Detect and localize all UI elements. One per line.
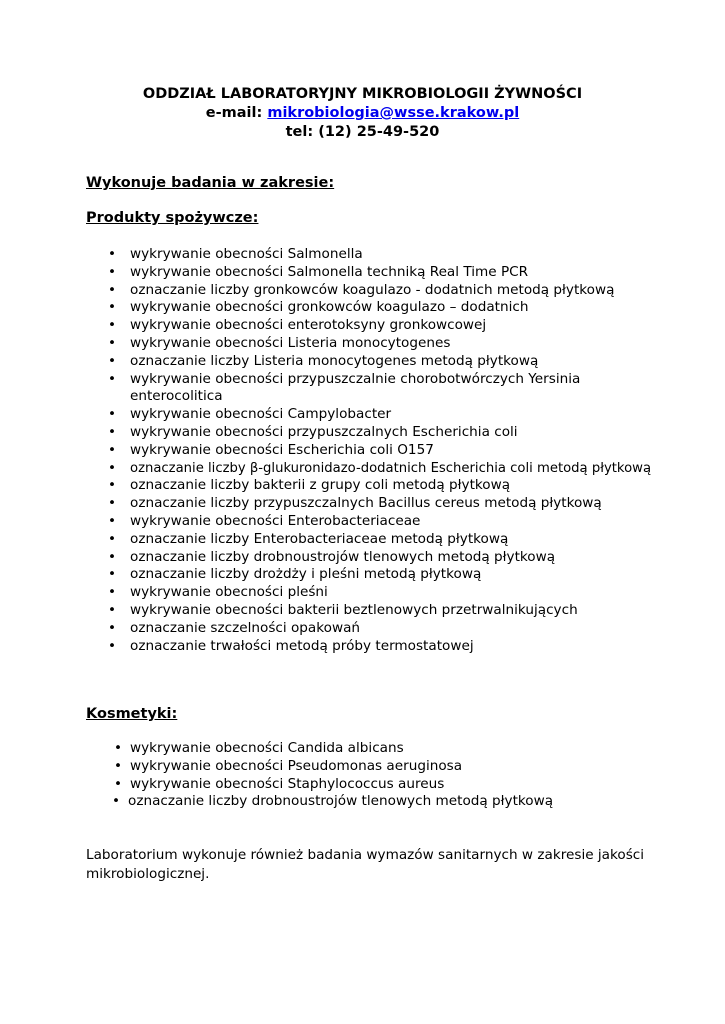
food-tests-list xyxy=(108,246,668,655)
list-item xyxy=(108,584,668,602)
email-link[interactable]: mikrobiologia@wsse.krakow.pl xyxy=(267,105,520,121)
list-item-text: oznaczanie liczby drożdży i pleśni metodą płytkową xyxy=(130,566,482,583)
list-item-text: wykrywanie obecności Campylobacter xyxy=(130,406,392,423)
bullet-icon: • xyxy=(108,637,117,654)
list-item-text: wykrywanie obecności Salmonella xyxy=(130,246,363,262)
list-item-text: oznaczanie liczby Enterobacteriaceae metodą płytkową xyxy=(130,530,509,547)
bullet-icon: • xyxy=(108,281,117,298)
bullet-icon: • xyxy=(108,423,117,440)
phone-line: tel: (12) 25-49-520 xyxy=(285,124,440,140)
list-item xyxy=(108,602,668,620)
list-item xyxy=(108,477,668,495)
list-item xyxy=(108,424,668,442)
bullet-icon: • xyxy=(108,619,117,636)
email-line xyxy=(0,104,725,123)
list-item-text: wykrywanie obecności przypuszczalnych Escherichia coli xyxy=(130,423,518,440)
bullet-icon: • xyxy=(108,477,117,494)
list-item-text: wykrywanie obecności Candida albicans xyxy=(130,740,404,756)
list-item xyxy=(108,282,668,300)
list-item xyxy=(108,566,668,584)
scope-heading: Wykonuje badania w zakresie: xyxy=(86,175,335,191)
list-item-text: wykrywanie obecności Staphylococcus aureus xyxy=(130,775,445,792)
list-item-text: oznaczanie liczby β-glukuronidazo-dodatnich Escherichia coli metodą płytkową xyxy=(130,460,652,476)
list-item xyxy=(114,776,674,794)
list-item xyxy=(108,531,668,549)
list-item-text: oznaczanie liczby drobnoustrojów tlenowych metodą płytkową xyxy=(130,548,556,565)
list-item xyxy=(108,246,668,264)
bullet-icon: • xyxy=(114,757,123,774)
bullet-icon: • xyxy=(108,246,117,262)
list-item xyxy=(108,549,668,567)
bullet-icon: • xyxy=(108,263,117,280)
cosmetics-tests-list xyxy=(114,740,674,811)
email-label: e-mail: xyxy=(205,105,268,121)
bullet-icon: • xyxy=(108,352,117,369)
bullet-icon: • xyxy=(108,495,117,512)
list-item xyxy=(114,758,674,776)
bullet-icon: • xyxy=(108,512,117,529)
list-item xyxy=(108,620,668,638)
bullet-icon: • xyxy=(112,793,121,810)
list-item-text: wykrywanie obecności Pseudomonas aeruginosa xyxy=(130,757,463,774)
list-item-text: wykrywanie obecności Enterobacteriaceae xyxy=(130,512,421,529)
bullet-icon: • xyxy=(114,775,123,792)
list-item xyxy=(108,460,668,478)
bullet-icon: • xyxy=(108,601,117,618)
list-item-text: wykrywanie obecności gronkowców koagulazo – dodatnich xyxy=(130,299,529,316)
list-item xyxy=(108,353,668,371)
list-item xyxy=(108,299,668,317)
list-item-text: oznaczanie liczby gronkowców koagulazo - dodatnich metodą płytkową xyxy=(130,281,615,298)
food-products-heading: Produkty spożywcze: xyxy=(86,210,259,226)
list-item xyxy=(108,406,668,424)
list-item-text: oznaczanie liczby drobnoustrojów tlenowych metodą płytkową xyxy=(128,793,554,810)
bullet-icon: • xyxy=(108,584,117,601)
list-item-text: wykrywanie obecności enterotoksyny gronkowcowej xyxy=(130,317,487,334)
bullet-icon: • xyxy=(108,548,117,565)
bullet-icon: • xyxy=(108,299,117,316)
bullet-icon: • xyxy=(108,317,117,334)
cosmetics-heading: Kosmetyki: xyxy=(86,706,178,722)
list-item xyxy=(112,793,674,811)
list-item-text: wykrywanie obecności Salmonella techniką Real Time PCR xyxy=(130,263,529,280)
list-item-text: oznaczanie trwałości metodą próby termostatowej xyxy=(130,637,474,654)
list-item-text: oznaczanie liczby bakterii z grupy coli metodą płytkową xyxy=(130,477,511,494)
list-item-text: wykrywanie obecności pleśni xyxy=(130,584,328,601)
bullet-icon: • xyxy=(108,406,117,423)
list-item-text: wykrywanie obecności przypuszczalnie chorobotwórczych Yersinia enterocolitica xyxy=(130,370,581,405)
footer-note: Laboratorium wykonuje również badania wymazów sanitarnych w zakresie jakości mikrobiologicznej. xyxy=(86,847,645,882)
list-item-text: oznaczanie liczby przypuszczalnych Bacillus cereus metodą płytkową xyxy=(130,495,602,512)
list-item-text: wykrywanie obecności Listeria monocytogenes xyxy=(130,334,451,351)
list-item-text: wykrywanie obecności Escherichia coli O157 xyxy=(130,441,434,458)
department-title: ODDZIAŁ LABORATORYJNY MIKROBIOLOGII ŻYWNOŚCI xyxy=(142,86,583,102)
bullet-icon: • xyxy=(114,740,123,756)
list-item xyxy=(108,638,668,656)
list-item xyxy=(108,495,668,513)
list-item xyxy=(108,513,668,531)
list-item xyxy=(108,335,668,353)
bullet-icon: • xyxy=(108,370,117,387)
bullet-icon: • xyxy=(108,566,117,583)
list-item-text: wykrywanie obecności bakterii beztlenowych przetrwalnikujących xyxy=(130,601,578,618)
list-item-text: oznaczanie szczelności opakowań xyxy=(130,619,361,636)
list-item xyxy=(108,442,668,460)
bullet-icon: • xyxy=(108,459,117,476)
list-item xyxy=(108,264,668,282)
bullet-icon: • xyxy=(108,334,117,351)
list-item xyxy=(108,371,668,407)
list-item-text: oznaczanie liczby Listeria monocytogenes metodą płytkową xyxy=(130,352,539,369)
document-header xyxy=(0,85,725,142)
list-item xyxy=(114,740,674,758)
list-item xyxy=(108,317,668,335)
bullet-icon: • xyxy=(108,530,117,547)
bullet-icon: • xyxy=(108,441,117,458)
